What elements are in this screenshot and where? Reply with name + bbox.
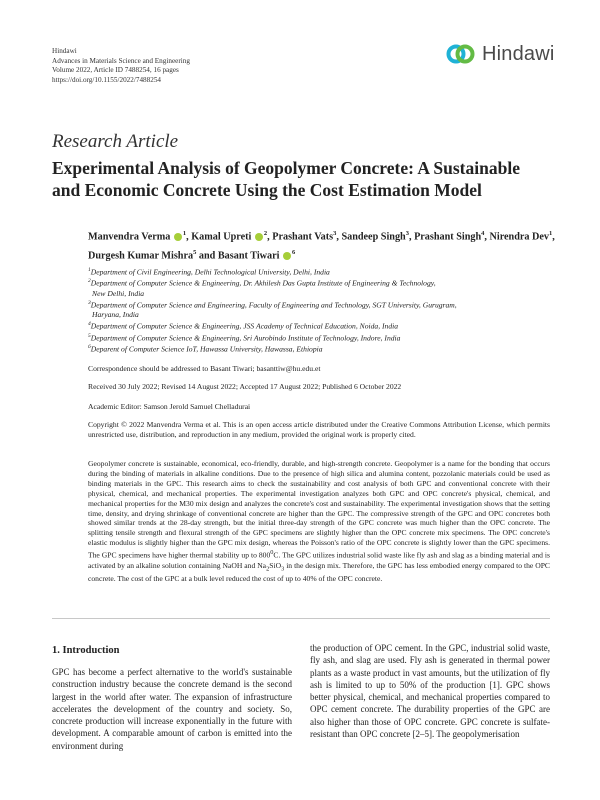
author-separator: ,: [336, 231, 342, 243]
orcid-icon[interactable]: [283, 252, 291, 260]
affiliation-text: Haryana, India: [92, 310, 139, 320]
author-affiliation-number: 5: [193, 249, 197, 257]
abstract-degree: 0: [270, 549, 274, 557]
author-name: Durgesh Kumar Mishra: [88, 250, 194, 262]
affiliation-text: New Delhi, India: [92, 288, 145, 298]
author-separator: and: [196, 250, 218, 262]
introduction-right-column: the production of OPC cement. In the GPC, industrial solid waste, fly ash, and slag are used. Fly ash is generated in thermal power plants as a waste product in vast amounts, but the utilization of fly ash is limited to up to 50% of the production [1]. GPC shows better physical, chemical, and mechanical properties compared to OPC cement concrete. The durability properties of the GPC are also higher than those of OPC concrete. GPC concrete is sulfate-resistant than OPC concrete [2–5]. The geopolymerisation: [310, 643, 550, 740]
abstract-text-1: Geopolymer concrete is sustainable, economical, eco-friendly, durable, and high-strength concrete. Geopolymer is a name for the bonding that occurs during the binding of materials in alkaline conditions. Due to the presence of high silica and alumina content, pozzolanic materials could be used as binding materials in the GPC. This research aims to check the sustainability and cost analysis of both GPC and conventional concrete with their physical, chemical, and mechanical properties. The experimental investigation analyzes both GPC and OPC concrete's physical, chemical, and mechanical properties for the M30 mix design and analyzes the concrete's cost and sustainability. The experimental investigation shows that the setting time, density, and drying shrinkage of conventional concrete are higher than the GPC. The compressive strength of the GPC and OPC concretes both showed similar trends at the 28-day strength, but the initial three-day strength of the GPC concrete was much higher than the OPC concrete. The splitting tensile strength and flexural strength of the GPC specimens are slightly higher than the OPC concrete mix specimens. The OPC concrete's elastic modulus is slightly higher than the GPC mix design, whereas the Poisson's ratio of the OPC concrete is slightly lower than the GPC specimens. The GPC specimens have higher thermal stability up to 800: [88, 459, 550, 560]
publication-dates: Received 30 July 2022; Revised 14 August 2022; Accepted 17 August 2022; Published 6 October 2022: [88, 382, 402, 391]
introduction-left-column: GPC has become a perfect alternative to the world's sustainable construction industry because the concrete demand is the second largest in the world after water. The expansion of infrastructure accelerates the development of the country and society. So, concrete production will increase exponentially in the future with development. A comparable amount of carbon is emitted into the environment during: [52, 667, 292, 751]
copyright-notice: Copyright © 2022 Manvendra Verma et al. This is an open access article distributed under the Creative Commons Attribution License, which permits unrestricted use, distribution, and reproduction in any medium, provided the original work is properly cited.: [88, 420, 550, 439]
abstract-text-2: C. The GPC utilizes industrial solid waste like fly ash and slag as a binding material and is activated by an alkaline solution containing NaOH and Na: [88, 550, 550, 570]
affiliation-line: [88, 266, 558, 277]
author-separator: ,: [552, 231, 555, 243]
author-name: Prashant Vats: [272, 231, 334, 243]
abstract: [88, 459, 550, 584]
author-affiliation-number: 1: [182, 230, 187, 237]
author-name: Kamal Upreti: [191, 231, 252, 243]
affiliation-text: Deparent of Computer Science IoT, Hawassa University, Hawassa, Ethiopia: [90, 344, 323, 354]
affiliation-line: [88, 320, 558, 331]
affiliation-number: 5: [88, 332, 91, 339]
author-separator: ,: [408, 231, 415, 243]
author-affiliation-number: 3: [405, 230, 409, 237]
author-separator: ,: [186, 231, 192, 243]
author-affiliation-number: 4: [481, 230, 485, 237]
correspondence: Correspondence should be addressed to Basant Tiwari; basanttiw@hu.edu.et: [88, 364, 321, 373]
affiliation-text: Department of Computer Science & Engineering, JSS Academy of Technical Education, Noida, India: [90, 321, 399, 331]
journal-name: Advances in Materials Science and Engineering: [52, 56, 190, 65]
author-name: Sandeep Singh: [341, 231, 406, 243]
affiliation-text: Department of Computer Science & Engineering, Dr. Akhilesh Das Gupta Institute of Engineering & Technology,: [90, 278, 436, 288]
article-type: Research Article: [52, 131, 179, 152]
author-name: Nirendra Dev: [489, 231, 550, 243]
abstract-sub-2: 3: [281, 565, 285, 573]
affiliation-text: Department of Civil Engineering, Delhi Technological University, Delhi, India: [90, 267, 330, 277]
affiliation-line: [88, 343, 558, 354]
affiliation-number: 2: [88, 278, 91, 285]
orcid-icon[interactable]: [174, 233, 182, 241]
hindawi-logo-icon: [446, 42, 476, 66]
abstract-text-4: in the design mix. Therefore, the GPC has less embodied energy compared to the OPC concrete. The cost of the GPC at a bulk level reduced the cost of up to 40% of the OPC concrete.: [88, 560, 550, 584]
author-affiliation-number: 2: [263, 230, 268, 237]
affiliation-number: 3: [88, 299, 91, 306]
affiliation-number: 4: [88, 321, 91, 328]
affiliation-number: 1: [88, 267, 91, 273]
affiliation-line: [88, 299, 558, 310]
hindawi-logo[interactable]: [446, 42, 555, 66]
affiliation-text: Department of Computer Science and Engineering, Faculty of Engineering and Technology, SGT University, Gurugram,: [90, 300, 457, 310]
affiliation-list: [88, 266, 558, 354]
orcid-icon[interactable]: [255, 233, 263, 241]
logo-wordmark: Hindawi: [482, 42, 555, 65]
author-affiliation-number: 3: [333, 230, 337, 237]
author-separator: ,: [484, 231, 490, 243]
paper-title: Experimental Analysis of Geopolymer Concrete: A Sustainable and Economic Concrete Using the Cost Estimation Model: [52, 158, 520, 200]
author-separator: ,: [267, 231, 273, 243]
affiliation-line: [88, 310, 558, 320]
author-name: Prashant Singh: [414, 231, 482, 243]
abstract-sub-1: 2: [266, 565, 270, 573]
abstract-text-3: SiO: [269, 560, 282, 570]
author-name: Manvendra Verma: [88, 231, 171, 243]
affiliation-number: 6: [88, 344, 91, 350]
journal-header: [52, 47, 190, 85]
affiliation-line: [88, 332, 558, 343]
doi-link[interactable]: https://doi.org/10.1155/2022/7488254: [52, 75, 162, 84]
author-list: [88, 226, 558, 265]
author-name: Basant Tiwari: [217, 250, 280, 262]
publisher-name: Hindawi: [52, 47, 77, 55]
affiliation-line: [88, 277, 558, 288]
section-divider: [52, 618, 550, 619]
volume-line: Volume 2022, Article ID 7488254, 16 pages: [52, 66, 179, 75]
affiliation-line: [88, 289, 558, 299]
author-affiliation-number: 6: [292, 249, 296, 257]
affiliation-text: Department of Computer Science & Engineering, Sri Aurobindo Institute of Technology, Indore, India: [90, 333, 401, 343]
author-affiliation-number: 1: [549, 230, 553, 237]
academic-editor: Academic Editor: Samson Jerold Samuel Chelladurai: [88, 402, 251, 411]
introduction-heading: 1. Introduction: [52, 645, 120, 656]
